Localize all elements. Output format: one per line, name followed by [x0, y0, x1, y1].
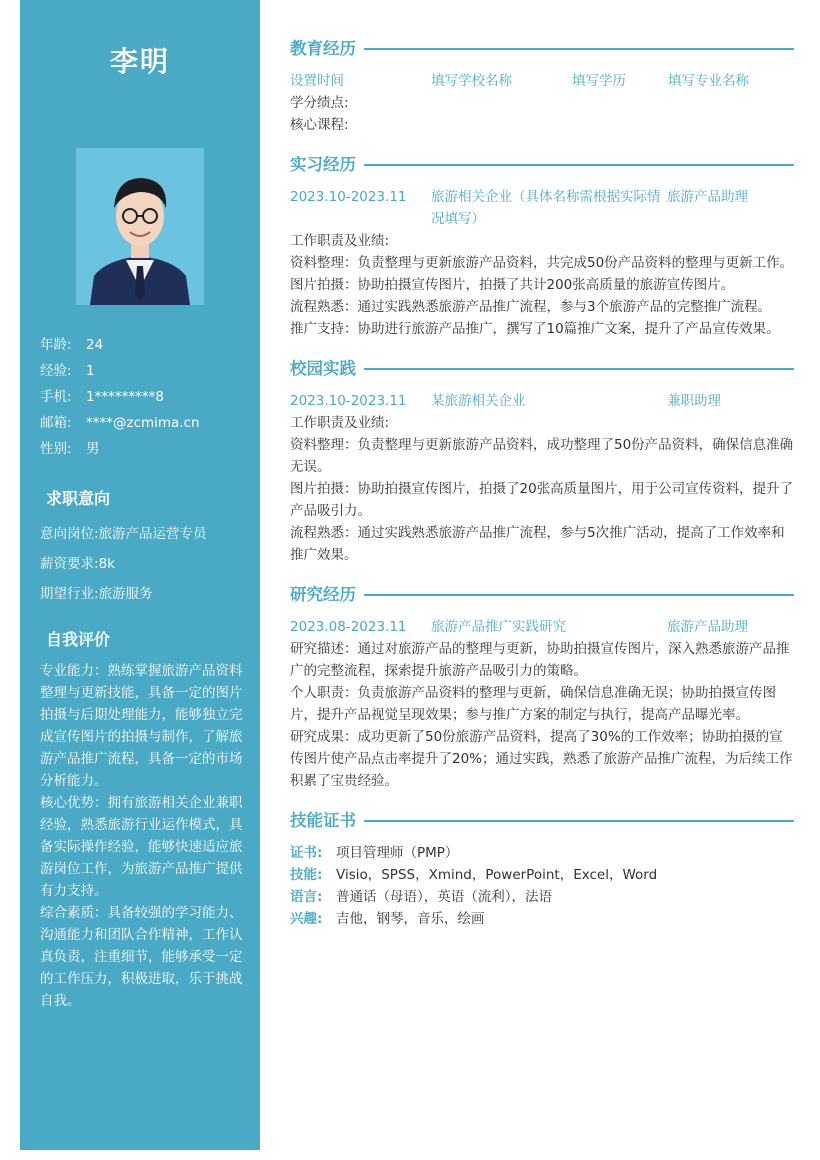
body-line: 推广支持：协助进行旅游产品推广，撰写了10篇推广文案，提升了产品宣传效果。: [290, 321, 780, 337]
section-divider: [364, 594, 794, 596]
entry-header: [290, 616, 794, 638]
skill-label: 技能:: [290, 867, 323, 883]
section-header: [290, 582, 794, 608]
job-intent: [40, 526, 207, 616]
intent-value: 8k: [98, 556, 115, 572]
skill-value: 吉他，钢琴，音乐，绘画: [336, 911, 485, 927]
body-line: 工作职责及业绩:: [290, 233, 390, 249]
self-evaluation: [40, 660, 244, 1012]
avatar: [76, 148, 204, 305]
skill-interests: [290, 908, 794, 930]
basic-info: [40, 336, 200, 466]
research-section: [290, 582, 794, 792]
body-line: 工作职责及业绩:: [290, 415, 390, 431]
entry-role: 兼职助理: [667, 393, 721, 409]
entry-time: 2023.10-2023.11: [290, 393, 407, 409]
body-line: 图片拍摄：协助拍摄宣传图片，拍摄了20张高质量图片，用于公司宣传资料，提升了产品吸引力。: [290, 481, 794, 519]
entry-body: [290, 92, 794, 136]
eval-paragraph: 专业能力：熟练掌握旅游产品资料整理与更新技能，具备一定的图片拍摄与后期处理能力，能够独立完成宣传图片的拍摄与制作，了解旅游产品推广流程，具备一定的市场分析能力。: [40, 663, 243, 789]
section-divider: [364, 48, 794, 50]
intent-heading: 求职意向: [46, 489, 111, 508]
body-line: 研究描述：通过对旅游产品的整理与更新，协助拍摄宣传图片，深入熟悉旅游产品推广的完整流程，探索提升旅游产品吸引力的策略。: [290, 641, 790, 679]
skill-value: 项目管理师（PMP）: [336, 845, 459, 861]
skill-value: 普通话（母语），英语（流利），法语: [336, 889, 552, 905]
intent-position: [40, 526, 207, 556]
section-title: 校园实践: [290, 359, 356, 378]
info-value: 1: [86, 363, 95, 379]
body-line: 核心课程:: [290, 117, 349, 133]
info-label: 性别:: [40, 441, 72, 457]
section-header: [290, 356, 794, 382]
sidebar: [20, 0, 260, 1150]
entry-school: 填写学校名称: [431, 73, 512, 89]
entry-role: 旅游产品助理: [667, 619, 748, 635]
section-header: [290, 808, 794, 834]
body-line: 流程熟悉：通过实践熟悉旅游产品推广流程，参与3个旅游产品的完整推广流程。: [290, 299, 772, 315]
section-divider: [364, 820, 794, 822]
entry-header: [290, 390, 794, 412]
section-header: [290, 36, 794, 62]
section-header: [290, 152, 794, 178]
info-value: 1*********8: [86, 389, 164, 405]
body-line: 图片拍摄：协助拍摄宣传图片，拍摄了共计200张高质量的旅游宣传图片。: [290, 277, 735, 293]
skill-label: 语言:: [290, 889, 323, 905]
skill-certificate: [290, 842, 794, 864]
section-divider: [364, 368, 794, 370]
body-line: 资料整理：负责整理与更新旅游产品资料，共完成50份产品资料的整理与更新工作。: [290, 255, 794, 271]
intent-label: 意向岗位:: [40, 526, 99, 542]
info-label: 手机:: [40, 389, 72, 405]
skills-list: [290, 842, 794, 930]
entry-major: 填写专业名称: [668, 73, 749, 89]
entry-org: 旅游产品推广实践研究: [431, 619, 566, 635]
education-section: [290, 36, 794, 136]
entry-body: [290, 638, 794, 792]
entry-org: 旅游相关企业（具体名称需根据实际情况填写）: [431, 189, 661, 227]
info-gender: [40, 440, 200, 466]
campus-section: [290, 356, 794, 566]
info-label: 邮箱:: [40, 415, 72, 431]
info-label: 年龄:: [40, 337, 72, 353]
section-title: 技能证书: [290, 811, 356, 830]
info-phone: [40, 388, 200, 414]
section-title: 研究经历: [290, 585, 356, 604]
info-experience: [40, 362, 200, 388]
section-divider: [364, 164, 794, 166]
info-email: [40, 414, 200, 440]
body-line: 研究成果：成功更新了50份旅游产品资料，提高了30%的工作效率；协助拍摄的宣传图片使产品点击率提升了20%；通过实践，熟悉了旅游产品推广流程，为后续工作积累了宝贵经验。: [290, 729, 793, 789]
info-value: 24: [86, 337, 104, 353]
eval-paragraph: 综合素质：具备较强的学习能力、沟通能力和团队合作精神，工作认真负责，注重细节，能够承受一定的工作压力，积极进取，乐于挑战自我。: [40, 905, 243, 1009]
self-eval-heading: 自我评价: [46, 630, 111, 649]
intent-salary: [40, 556, 207, 586]
entry-body: [290, 230, 794, 340]
intent-industry: [40, 586, 207, 616]
intent-value: 旅游服务: [98, 586, 153, 602]
eval-paragraph: 核心优势：拥有旅游相关企业兼职经验，熟悉旅游行业运作模式，具备实际操作经验，能够快速适应旅游岗位工作，为旅游产品推广提供有力支持。: [40, 795, 243, 899]
info-value: 男: [86, 441, 100, 457]
main-content: [290, 36, 794, 946]
entry-header: [290, 186, 794, 230]
body-line: 资料整理：负责整理与更新旅游产品资料，成功整理了50份产品资料，确保信息准确无误。: [290, 437, 794, 475]
entry-time: 2023.08-2023.11: [290, 619, 407, 635]
candidate-name: 李明: [109, 45, 170, 78]
info-label: 经验:: [40, 363, 72, 379]
section-title: 教育经历: [290, 39, 356, 58]
body-line: 流程熟悉：通过实践熟悉旅游产品推广流程，参与5次推广活动，提高了工作效率和推广效果。: [290, 525, 785, 563]
entry-org: 某旅游相关企业: [431, 393, 526, 409]
body-line: 个人职责：负责旅游产品资料的整理与更新，确保信息准确无误；协助拍摄宣传图片，提升产品视觉呈现效果；参与推广方案的制定与执行，提高产品曝光率。: [290, 685, 776, 723]
skill-tools: [290, 864, 794, 886]
entry-time: 2023.10-2023.11: [290, 189, 407, 205]
intent-label: 期望行业:: [40, 586, 99, 602]
body-line: 学分绩点:: [290, 95, 349, 111]
intent-label: 薪资要求:: [40, 556, 99, 572]
entry-header: [290, 70, 794, 92]
entry-body: [290, 412, 794, 566]
info-age: [40, 336, 200, 362]
intent-value: 旅游产品运营专员: [98, 526, 207, 542]
skill-languages: [290, 886, 794, 908]
profile-photo: [76, 148, 204, 305]
section-title: 实习经历: [290, 155, 356, 174]
skill-label: 证书:: [290, 845, 323, 861]
internship-section: [290, 152, 794, 340]
info-value: ****@zcmima.cn: [86, 415, 200, 431]
entry-time: 设置时间: [290, 73, 344, 89]
skill-label: 兴趣:: [290, 911, 323, 927]
skill-value: Visio，SPSS，Xmind，PowerPoint，Excel，Word: [336, 867, 658, 883]
entry-role: 旅游产品助理: [667, 189, 748, 205]
entry-degree: 填写学历: [572, 73, 626, 89]
skills-section: [290, 808, 794, 930]
